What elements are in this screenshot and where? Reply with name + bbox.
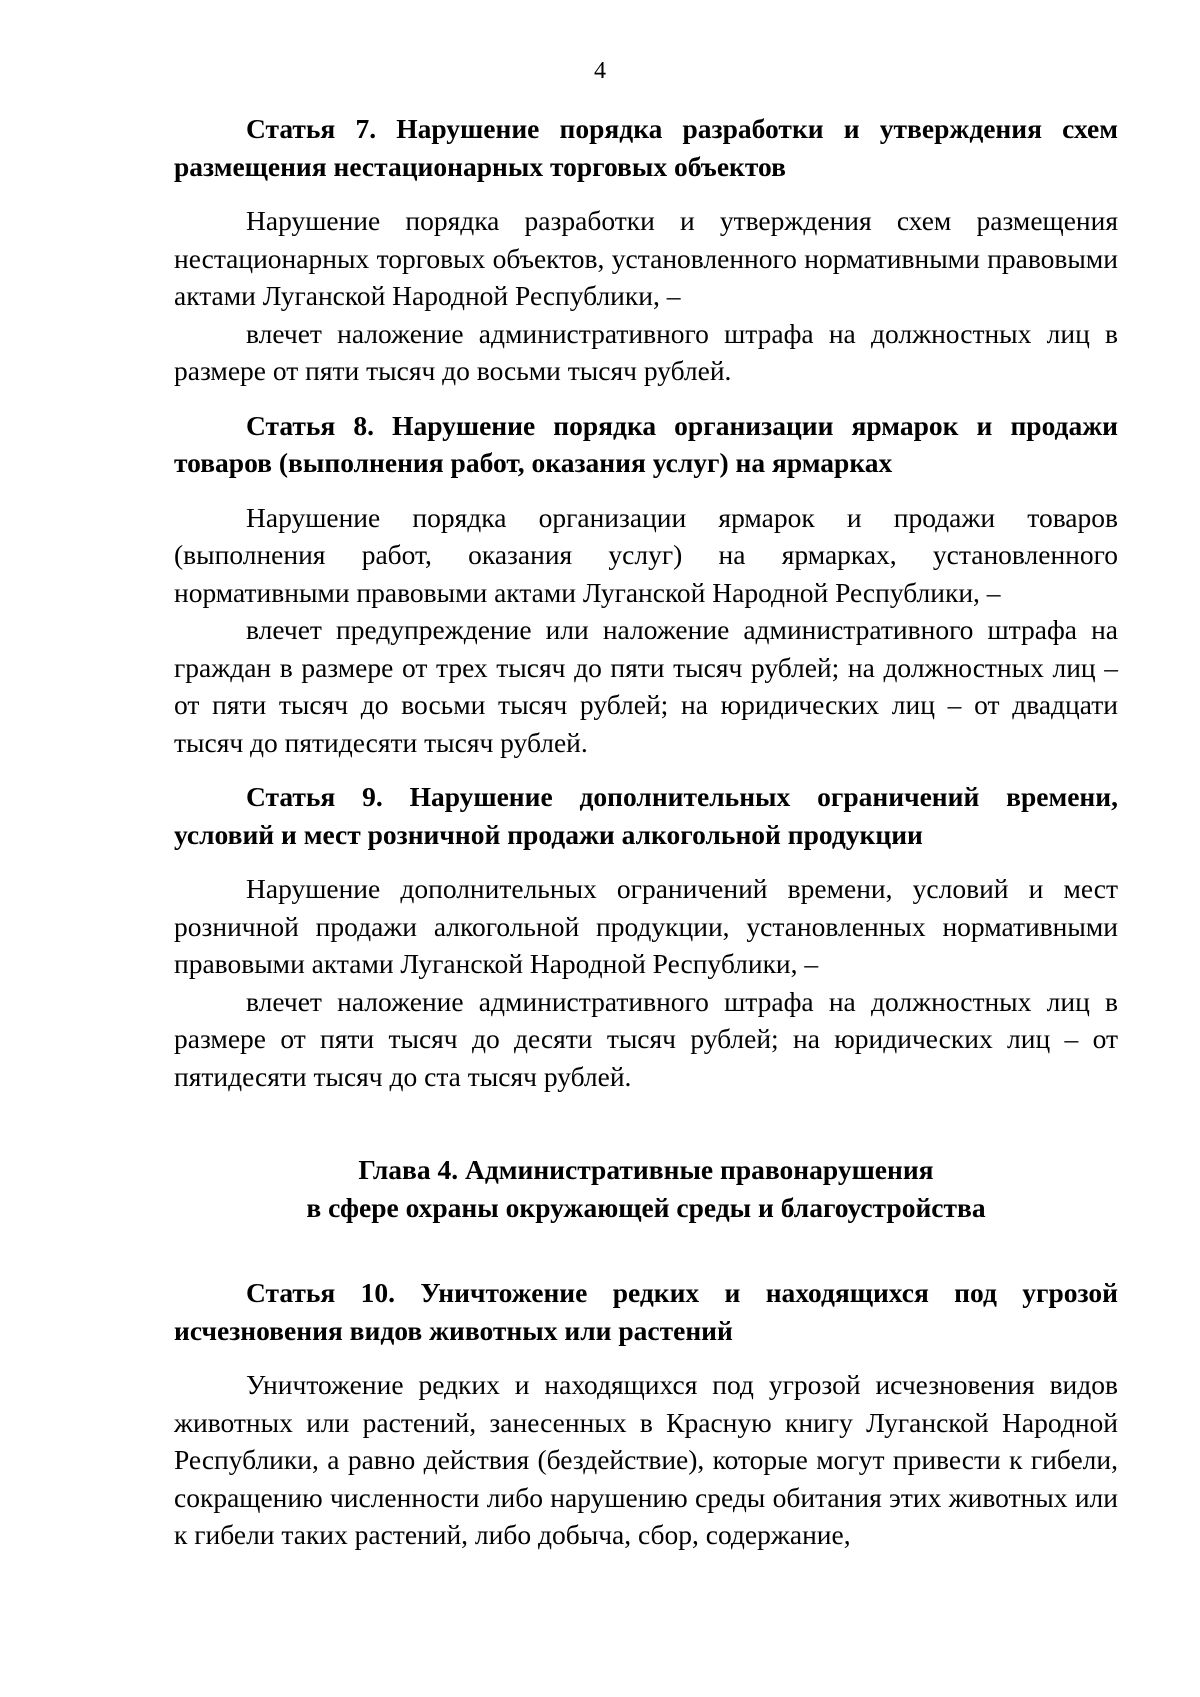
article-paragraph: Нарушение порядка разработки и утверждения схем размещения нестационарных торговых объектов, установленного нормативными правовыми актами Луганской Народной Республики, –	[174, 205, 1118, 311]
chapter-heading-line: Глава 4. Административные правонарушения	[358, 1154, 934, 1185]
article-7	[174, 110, 1118, 390]
article-paragraph: Уничтожение редких и находящихся под угрозой исчезновения видов животных или растений, занесенных в Красную книгу Луганской Народной Республики, а равно действия (бездействие), которые могут привести к гибели, сокращению численности либо нарушению среды обитания этих животных или к гибели таких растений, либо добыча, сбор, содержание,	[174, 1369, 1118, 1550]
article-title: Статья 9. Нарушение дополнительных ограничений времени, условий и мест розничной продажи алкогольной продукции	[174, 781, 1118, 850]
article-title: Статья 8. Нарушение порядка организации ярмарок и продажи товаров (выполнения работ, оказания услуг) на ярмарках	[174, 409, 1118, 478]
article-body	[174, 499, 1118, 762]
article-paragraph: Нарушение порядка организации ярмарок и продажи товаров (выполнения работ, оказания услуг) на ярмарках, установленного нормативными правовыми актами Луганской Народной Республики, –	[174, 501, 1118, 608]
chapter-heading-line: в сфере охраны окружающей среды и благоустройства	[306, 1191, 986, 1223]
page-number: 4	[594, 58, 606, 84]
article-paragraph: Нарушение дополнительных ограничений времени, условий и мест розничной продажи алкогольной продукции, установленных нормативными правовыми актами Луганской Народной Республики, –	[174, 873, 1118, 979]
article-body	[174, 1366, 1118, 1554]
article-paragraph: влечет наложение административного штрафа на должностных лиц в размере от пяти тысяч до десяти тысяч рублей; на юридических лиц – от пятидесяти тысяч до ста тысяч рублей.	[174, 985, 1118, 1092]
article-body	[174, 870, 1118, 1095]
article-paragraph: влечет предупреждение или наложение административного штрафа на граждан в размере от трех тысяч до пяти тысяч рублей; на должностных лиц – от пяти тысяч до восьми тысяч рублей; на юридических лиц – от двадцати тысяч до пятидесяти тысяч рублей.	[174, 614, 1118, 758]
article-title: Статья 7. Нарушение порядка разработки и утверждения схем размещения нестационарных торговых объектов	[174, 113, 1118, 182]
article-paragraph: влечет наложение административного штрафа на должностных лиц в размере от пяти тысяч до восьми тысяч рублей.	[174, 317, 1118, 386]
chapter-heading	[174, 1151, 1118, 1226]
article-title: Статья 10. Уничтожение редких и находящихся под угрозой исчезновения видов животных или растений	[174, 1277, 1118, 1346]
document-body	[174, 110, 1118, 1571]
article-8	[174, 407, 1118, 762]
article-body	[174, 202, 1118, 390]
article-10	[174, 1274, 1118, 1554]
article-9	[174, 778, 1118, 1095]
